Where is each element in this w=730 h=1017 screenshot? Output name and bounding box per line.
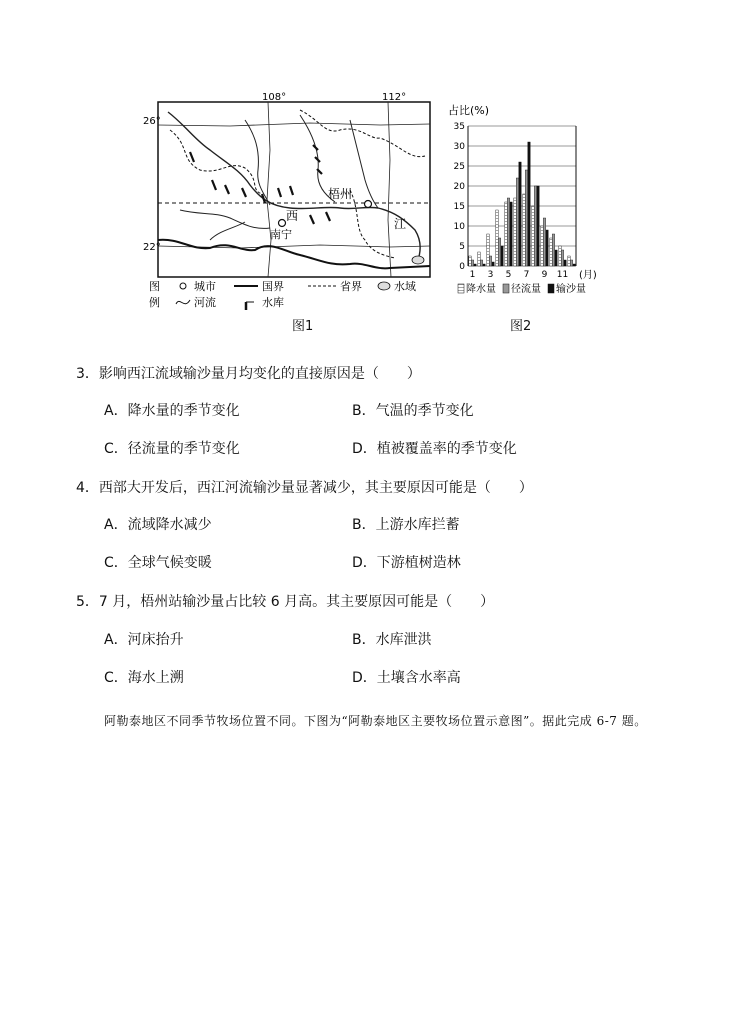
river-name-xi: 西: [286, 209, 299, 223]
chart-y-tick-label: 20: [453, 182, 465, 192]
chart-x-tick-label: 7: [523, 270, 530, 280]
chart-bar-gray: [480, 260, 483, 266]
chart-bar-hatched: [523, 194, 526, 266]
river-name-jiang: 江: [394, 217, 407, 231]
figure1-map: [143, 90, 440, 325]
chart-bar-gray: [516, 178, 519, 266]
question-4-option-a[interactable]: A．流域降水减少: [104, 517, 212, 533]
chart-x-tick-label: 9: [541, 270, 548, 280]
chart-bar-black: [573, 264, 576, 266]
chart-bar-gray: [534, 186, 537, 266]
chart-legend-swatch: [503, 284, 509, 293]
legend-title-top: 图: [149, 280, 160, 293]
figure1-caption: 图1: [292, 319, 314, 334]
city-nanning-label: 南宁: [270, 228, 292, 241]
lat-label-26: 26°: [143, 116, 161, 127]
figure2-caption: 图2: [510, 319, 532, 334]
question-5-option-b[interactable]: B．水库泄洪: [352, 632, 432, 648]
chart-bar-hatched: [550, 238, 553, 266]
legend-city-symbol: [180, 283, 186, 289]
map-legend: [149, 279, 416, 310]
chart-y-tick-label: 15: [453, 202, 465, 212]
chart-legend-label: 径流量: [511, 284, 541, 295]
legend-water-body: 水域: [394, 280, 416, 293]
legend-river-symbol: [176, 300, 190, 304]
chart-legend-label: 降水量: [466, 284, 496, 295]
legend-reservoir: 水库: [262, 296, 284, 309]
question-4-stem: 4．西部大开发后，西江河流输沙量显著减少，其主要原因可能是（ ）: [76, 480, 533, 496]
question-3-option-d[interactable]: D．植被覆盖率的季节变化: [352, 441, 517, 457]
chart-bar-black: [483, 264, 486, 266]
chart-bar-black: [528, 142, 531, 266]
chart-y-ticks: [454, 122, 466, 272]
chart-bar-black: [501, 246, 504, 266]
intro-paragraph: 阿勒泰地区不同季节牧场位置不同。下图为“阿勒泰地区主要牧场位置示意图”。据此完成 6-7 题。: [104, 714, 647, 728]
chart-bar-black: [519, 162, 522, 266]
legend-provincial-border: 省界: [340, 280, 362, 293]
lon-label-108: 108°: [262, 92, 287, 103]
question-3-option-a[interactable]: A．降水量的季节变化: [104, 403, 240, 419]
question-3-option-b[interactable]: B．气温的季节变化: [352, 403, 474, 419]
question-5-option-a[interactable]: A．河床抬升: [104, 632, 184, 648]
city-wuzhou-marker: [365, 201, 372, 208]
chart-legend-swatch: [458, 284, 464, 293]
legend-national-border: 国界: [262, 280, 284, 293]
chart-bar-black: [555, 250, 558, 266]
question-4-option-d[interactable]: D．下游植树造林: [352, 555, 461, 571]
chart-legend-label: 输沙量: [556, 284, 586, 295]
chart-y-tick-label: 10: [453, 222, 465, 232]
chart-bar-gray: [489, 256, 492, 266]
chart-bar-black: [546, 230, 549, 266]
water-body: [412, 256, 424, 264]
legend-title-bottom: 例: [149, 296, 160, 309]
lat-label-22: 22°: [143, 242, 161, 253]
chart-bar-hatched: [541, 226, 544, 266]
figure2-chart: [448, 100, 598, 300]
chart-bar-hatched: [478, 252, 481, 266]
chart-grid: [468, 126, 576, 266]
chart-bar-gray: [552, 234, 555, 266]
chart-y-tick-label: 0: [459, 262, 465, 272]
chart-bar-hatched: [532, 206, 535, 266]
chart-x-tick-label: 11: [556, 270, 569, 280]
city-nanning-marker: [279, 220, 286, 227]
question-5-stem: 5．7 月，梧州站输沙量占比较 6 月高。其主要原因可能是（ ）: [76, 594, 495, 610]
chart-x-tick-label: 5: [505, 270, 512, 280]
chart-bar-hatched: [487, 234, 490, 266]
legend-city: 城市: [194, 280, 216, 293]
chart-bar-gray: [561, 250, 564, 266]
question-3-option-c[interactable]: C．径流量的季节变化: [104, 441, 240, 457]
chart-bar-hatched: [559, 246, 562, 266]
chart-y-axis-label: 占比(%): [448, 104, 490, 117]
chart-x-tick-label: 3: [487, 270, 494, 280]
chart-bar-hatched: [469, 256, 472, 266]
chart-bar-hatched: [514, 198, 517, 266]
chart-bar-hatched: [505, 202, 508, 266]
chart-bar-black: [564, 260, 567, 266]
question-4-option-b[interactable]: B．上游水库拦蓄: [352, 517, 460, 533]
chart-bars: [469, 142, 576, 266]
chart-bar-gray: [498, 238, 501, 266]
city-wuzhou-label: 梧州: [328, 187, 353, 201]
chart-legend: [458, 282, 586, 295]
chart-bar-gray: [525, 170, 528, 266]
chart-bar-black: [510, 202, 513, 266]
chart-x-ticks: [470, 270, 569, 280]
legend-river: 河流: [194, 296, 216, 309]
chart-bar-black: [474, 264, 477, 266]
chart-bar-gray: [543, 218, 546, 266]
chart-bar-gray: [471, 260, 474, 266]
lon-label-112: 112°: [382, 92, 407, 103]
chart-bar-gray: [570, 260, 573, 266]
chart-x-tick-label: 1: [469, 270, 476, 280]
chart-y-tick-label: 35: [453, 122, 465, 132]
chart-y-tick-label: 25: [453, 162, 465, 172]
question-5-option-c[interactable]: C．海水上溯: [104, 670, 184, 686]
chart-y-tick-label: 30: [453, 142, 465, 152]
question-5-option-d[interactable]: D．土壤含水率高: [352, 670, 461, 686]
chart-x-axis-label: (月): [579, 270, 597, 281]
legend-water-symbol: [378, 282, 390, 290]
question-3-stem: 3．影响西江流域输沙量月均变化的直接原因是（ ）: [76, 366, 421, 382]
chart-bar-hatched: [496, 210, 499, 266]
chart-bar-black: [492, 262, 495, 266]
chart-bar-gray: [507, 198, 510, 266]
question-4-option-c[interactable]: C．全球气候变暖: [104, 555, 212, 571]
chart-legend-swatch: [548, 284, 554, 293]
chart-y-tick-label: 5: [459, 242, 465, 252]
chart-bar-black: [537, 186, 540, 266]
chart-bar-hatched: [568, 256, 571, 266]
